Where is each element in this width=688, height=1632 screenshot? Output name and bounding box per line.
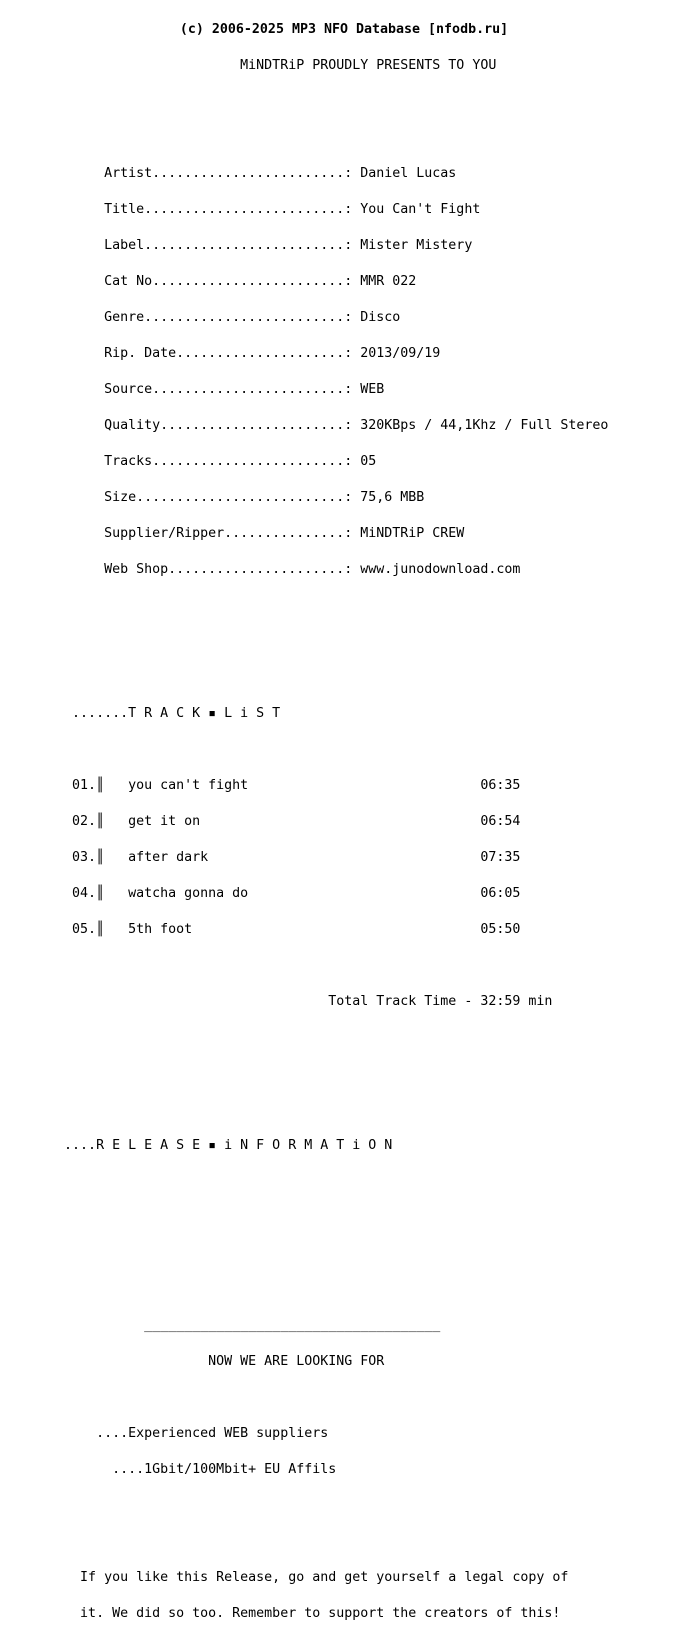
tracklist-heading: .......T R A C K ▪ L i S T — [0, 706, 281, 721]
site-link[interactable]: (c) 2006-2025 MP3 NFO Database [nfodb.ru] — [179, 22, 509, 37]
blank-line — [0, 672, 688, 684]
blank-line — [0, 960, 688, 972]
blank-line — [0, 1212, 688, 1224]
blank-line — [0, 1068, 688, 1080]
info-web-shop: Web Shop......................: www.junodownload.com — [0, 562, 521, 577]
blank-line — [0, 1284, 688, 1296]
info-quality: Quality.......................: 320KBps / 44,1Khz / Full Stereo — [0, 418, 609, 433]
blank-line — [0, 1104, 688, 1116]
blank-line — [0, 1500, 688, 1512]
release-info-heading: ....R E L E A S E ▪ i N F O R M A T i O N — [0, 1138, 393, 1153]
blank-line — [0, 600, 688, 612]
info-source: Source........................: WEB — [0, 382, 385, 397]
track-row: 01.║ you can't fight 06:35 — [0, 778, 521, 793]
closing-message: If you like this Release, go and get yourself a legal copy of — [0, 1570, 569, 1585]
info-artist: Artist........................: Daniel Lucas — [0, 166, 457, 181]
info-supplier: Supplier/Ripper...............: MiNDTRiP CREW — [0, 526, 465, 541]
blank-line — [0, 96, 688, 108]
looking-for-item: ....Experienced WEB suppliers — [0, 1426, 329, 1441]
blank-line — [0, 1536, 688, 1548]
blank-line — [0, 636, 688, 648]
divider-line: _____________________________________ — [0, 1318, 441, 1333]
blank-line — [0, 744, 688, 756]
info-cat-no: Cat No........................: MMR 022 — [0, 274, 417, 289]
track-row: 03.║ after dark 07:35 — [0, 850, 521, 865]
blank-line — [0, 1032, 688, 1044]
total-track-time: Total Track Time - 32:59 min — [0, 994, 553, 1009]
info-rip-date: Rip. Date.....................: 2013/09/19 — [0, 346, 441, 361]
info-tracks: Tracks........................: 05 — [0, 454, 377, 469]
presents-line: MiNDTRiP PROUDLY PRESENTS TO YOU — [0, 58, 497, 73]
closing-message: it. We did so too. Remember to support the creators of this! — [0, 1606, 561, 1621]
blank-line — [0, 1176, 688, 1188]
site-header — [0, 24, 688, 36]
track-row: 02.║ get it on 06:54 — [0, 814, 521, 829]
blank-line — [0, 1392, 688, 1404]
looking-for-heading: NOW WE ARE LOOKING FOR — [0, 1354, 385, 1369]
looking-for-item: ....1Gbit/100Mbit+ EU Affils — [0, 1462, 337, 1477]
track-row: 04.║ watcha gonna do 06:05 — [0, 886, 521, 901]
info-label: Label.........................: Mister Mistery — [0, 238, 473, 253]
blank-line — [0, 1248, 688, 1260]
info-size: Size..........................: 75,6 MBB — [0, 490, 425, 505]
info-title: Title.........................: You Can't Fight — [0, 202, 481, 217]
track-row: 05.║ 5th foot 05:50 — [0, 922, 521, 937]
info-genre: Genre.........................: Disco — [0, 310, 401, 325]
blank-line — [0, 132, 688, 144]
